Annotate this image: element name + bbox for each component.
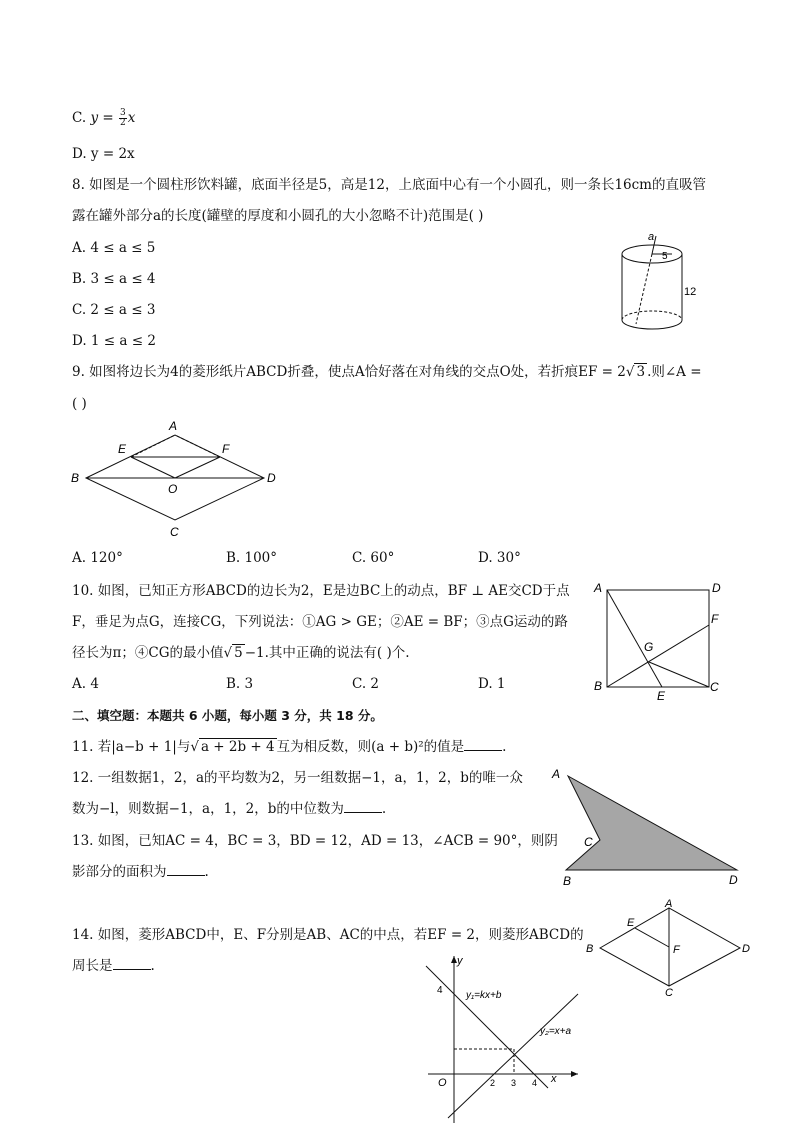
q14-rhombus-figure (580, 898, 752, 998)
q9-stem-line2: ( ) (72, 396, 87, 412)
q11-stem: 11. 若|a−b + 1|与√ a + 2b + 4 互为相反数，则(a + b)²的值是 . (72, 739, 507, 755)
q8-option-b: B. 3 ≤ a ≤ 4 (72, 271, 156, 287)
q10-stem-line2: F，垂足为点G，连接CG，下列说法：①AG > GE；②AE = BF；③点G运动的路 (72, 614, 568, 630)
q14-fig-label-e: E (627, 917, 635, 929)
q14-fig-label-f: F (673, 944, 680, 956)
q10-fig-label-a: A (594, 581, 603, 595)
q13-shaded-figure (548, 762, 748, 888)
q10-fig-label-c: C (710, 680, 719, 694)
section-heading-fill-in: 二、填空题：本题共 6 小题，每小题 3 分，共 18 分。 (72, 708, 383, 723)
q8-option-c: C. 2 ≤ a ≤ 3 (72, 302, 156, 318)
q11-answer-blank (464, 738, 502, 751)
q10-fig-label-e: E (657, 689, 666, 703)
q9-option-a: A. 120° (72, 550, 123, 566)
q8-stem-line1: 8. 如图是一个圆柱形饮料罐，底面半径是5，高是12，上底面中心有一个小圆孔，则一条长16cm的直吸管 (72, 177, 706, 193)
q7-option-c: C. y = $\frac{3}{2}$ x (72, 108, 136, 128)
q12-answer-blank (344, 800, 382, 813)
q10-fig-label-d: D (712, 581, 721, 595)
q10-option-b: B. 3 (226, 676, 254, 692)
q10-fig-label-b: B (594, 679, 603, 693)
q13-fig-label-b: B (563, 874, 572, 888)
q10-fig-label-f: F (711, 612, 719, 626)
q8-fig-label-r: 5 (662, 251, 668, 262)
q8-option-a: A. 4 ≤ a ≤ 5 (72, 240, 156, 256)
q13-fig-label-c: C (584, 835, 593, 849)
q8-fig-label-a: a (648, 231, 655, 243)
q9-fig-label-b: B (71, 471, 80, 485)
q10-option-c: C. 2 (352, 676, 380, 692)
q14-fig-label-a: A (665, 898, 673, 910)
q14-stem-line1: 14. 如图，菱形ABCD中，E、F分别是AB、AC的中点，若EF = 2，则菱形ABCD的 (72, 927, 584, 943)
q14-fig-label-c: C (665, 987, 673, 998)
graph-line2-label: y₂=x+a (540, 1026, 572, 1037)
q9-fig-label-e: E (118, 442, 127, 456)
q12-stem-line1: 12. 一组数据1，2，a的平均数为2，另一组数据−1，a，1，2，b的唯一众 (72, 770, 523, 786)
q10-square-figure (590, 578, 730, 706)
q10-fig-label-g: G (644, 640, 654, 654)
graph-x-tick-3: 3 (511, 1078, 517, 1088)
graph-line1-label: y₁=kx+b (466, 990, 502, 1001)
q7-option-d: D. y = 2x (72, 146, 135, 162)
graph-x-tick-4: 4 (532, 1078, 538, 1088)
q8-option-d: D. 1 ≤ a ≤ 2 (72, 333, 156, 349)
q8-stem-line2: 露在罐外部分a的长度(罐壁的厚度和小圆孔的大小忽略不计)范围是( ) (72, 208, 484, 224)
q13-stem-line2: 影部分的面积为 . (72, 864, 209, 880)
graph-y-axis-label: y (457, 955, 463, 967)
q14-fig-label-b: B (586, 943, 594, 955)
q10-option-d: D. 1 (478, 676, 506, 692)
linear-functions-graph (418, 950, 588, 1123)
q14-stem-line2: 周长是 . (72, 958, 155, 974)
q10-stem-line1: 10. 如图，已知正方形ABCD的边长为2，E是边BC上的动点，BF ⊥ AE交CD于点 (72, 583, 570, 599)
q12-stem-line2: 数为−l，则数据−1，a，1，2，b的中位数为 . (72, 801, 387, 817)
q13-fig-label-d: D (729, 873, 738, 887)
q9-fig-label-a: A (169, 419, 178, 433)
q9-stem-line1: 9. 如图将边长为4的菱形纸片ABCD折叠，使点A恰好落在对角线的交点O处，若折痕EF = 2√ 3 .则∠A = (72, 364, 702, 380)
graph-origin-label: O (438, 1077, 447, 1089)
q9-fig-label-c: C (170, 525, 179, 539)
q13-stem-line1: 13. 如图，已知AC = 4，BC = 3，BD = 12，AD = 13，∠ACB = 90°，则阴 (72, 833, 558, 849)
graph-x-tick-2: 2 (490, 1078, 496, 1088)
q13-fig-label-a: A (552, 767, 561, 781)
q10-stem-line3: 径长为π；④CG的最小值√ 5 −1.其中正确的说法有( )个. (72, 645, 410, 661)
q9-fig-label-f: F (222, 442, 230, 456)
q9-fig-label-d: D (267, 471, 276, 485)
q9-fig-label-o: O (168, 482, 178, 496)
q13-answer-blank (167, 863, 205, 876)
graph-y-tick-4: 4 (437, 985, 443, 996)
q8-fig-label-h: 12 (684, 286, 697, 298)
q14-answer-blank (113, 957, 151, 970)
q8-cylinder-figure (610, 228, 710, 336)
q9-option-d: D. 30° (478, 550, 521, 566)
graph-x-axis-label: x (551, 1073, 557, 1085)
q9-option-b: B. 100° (226, 550, 278, 566)
q14-fig-label-d: D (742, 943, 750, 955)
q9-rhombus-figure (68, 416, 288, 542)
q10-option-a: A. 4 (72, 676, 99, 692)
q9-option-c: C. 60° (352, 550, 395, 566)
